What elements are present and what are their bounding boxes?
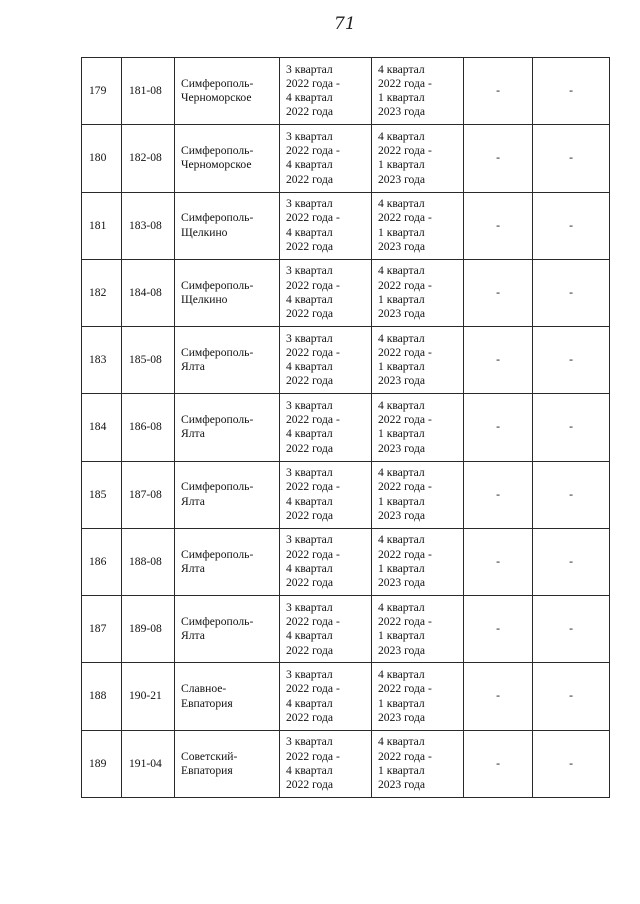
end-period-cell-line: 1 квартал [378, 561, 425, 575]
start-period-cell-line: 2022 года - [286, 76, 340, 90]
route-code-cell: 185-08 [122, 327, 175, 394]
table-row [82, 58, 610, 125]
route-name-cell [175, 730, 280, 797]
end-period-cell-line: 2022 года - [378, 278, 432, 292]
end-period-cell-line: 4 квартал [378, 533, 425, 547]
start-period-cell-line: 2022 года - [286, 614, 340, 628]
end-period-cell [372, 58, 464, 125]
start-period-cell-line: 3 квартал [286, 600, 333, 614]
row-number-cell: 183 [82, 327, 122, 394]
route-code-cell: 190-21 [122, 663, 175, 730]
start-period-cell-line: 4 квартал [286, 629, 333, 643]
route-name-cell [175, 461, 280, 528]
end-period-cell-line: 4 квартал [378, 129, 425, 143]
end-period-cell-line: 2023 года [378, 307, 426, 321]
end-period-cell [372, 394, 464, 461]
row-number-cell: 186 [82, 528, 122, 595]
start-period-cell-line: 3 квартал [286, 398, 333, 412]
end-period-cell [372, 125, 464, 192]
start-period-cell-line: 4 квартал [286, 225, 333, 239]
end-period-cell-line: 2023 года [378, 643, 426, 657]
route-name-cell-line: Щелкино [181, 292, 228, 306]
page-number: 71 [334, 14, 356, 34]
table-row [82, 327, 610, 394]
route-code-cell: 187-08 [122, 461, 175, 528]
route-name-cell-line: Симферополь- [181, 278, 254, 292]
table-row [82, 730, 610, 797]
route-code-cell: 184-08 [122, 259, 175, 326]
start-period-cell [280, 125, 372, 192]
route-code-cell: 181-08 [122, 58, 175, 125]
column-7-cell: - [533, 730, 610, 797]
start-period-cell-line: 2022 года - [286, 345, 340, 359]
route-name-cell [175, 259, 280, 326]
column-7-cell: - [533, 528, 610, 595]
end-period-cell-line: 2023 года [378, 576, 426, 590]
route-name-cell-line: Симферополь- [181, 614, 254, 628]
start-period-cell-line: 4 квартал [286, 763, 333, 777]
column-7-cell: - [533, 327, 610, 394]
table-row [82, 596, 610, 663]
column-7-cell: - [533, 58, 610, 125]
start-period-cell-line: 2022 года [286, 710, 334, 724]
start-period-cell [280, 327, 372, 394]
start-period-cell-line: 2022 года [286, 105, 334, 119]
end-period-cell-line: 4 квартал [378, 62, 425, 76]
end-period-cell-line: 2022 года - [378, 682, 432, 696]
route-code-cell: 182-08 [122, 125, 175, 192]
end-period-cell-line: 2023 года [378, 778, 426, 792]
route-name-cell-line: Черноморское [181, 158, 252, 172]
route-code-cell: 186-08 [122, 394, 175, 461]
end-period-cell-line: 1 квартал [378, 360, 425, 374]
route-name-cell [175, 528, 280, 595]
route-name-cell-line: Ялта [181, 494, 205, 508]
start-period-cell-line: 2022 года [286, 172, 334, 186]
start-period-cell-line: 4 квартал [286, 696, 333, 710]
column-7-cell: - [533, 394, 610, 461]
row-number-cell: 189 [82, 730, 122, 797]
start-period-cell [280, 663, 372, 730]
column-6-cell: - [464, 192, 533, 259]
route-name-cell-line: Симферополь- [181, 547, 254, 561]
start-period-cell-line: 2022 года [286, 778, 334, 792]
route-name-cell [175, 192, 280, 259]
route-name-cell-line: Ялта [181, 629, 205, 643]
end-period-cell-line: 4 квартал [378, 735, 425, 749]
start-period-cell-line: 2022 года - [286, 682, 340, 696]
column-7-cell: - [533, 192, 610, 259]
start-period-cell-line: 3 квартал [286, 62, 333, 76]
route-name-cell [175, 394, 280, 461]
end-period-cell [372, 192, 464, 259]
row-number-cell: 180 [82, 125, 122, 192]
end-period-cell [372, 259, 464, 326]
start-period-cell-line: 2022 года - [286, 278, 340, 292]
start-period-cell-line: 3 квартал [286, 129, 333, 143]
start-period-cell-line: 2022 года [286, 576, 334, 590]
end-period-cell-line: 1 квартал [378, 629, 425, 643]
end-period-cell-line: 4 квартал [378, 398, 425, 412]
start-period-cell-line: 3 квартал [286, 735, 333, 749]
start-period-cell-line: 3 квартал [286, 331, 333, 345]
start-period-cell [280, 58, 372, 125]
row-number-cell: 184 [82, 394, 122, 461]
column-7-cell: - [533, 596, 610, 663]
end-period-cell-line: 2023 года [378, 509, 426, 523]
column-6-cell: - [464, 663, 533, 730]
start-period-cell [280, 528, 372, 595]
end-period-cell-line: 4 квартал [378, 331, 425, 345]
route-name-cell [175, 663, 280, 730]
end-period-cell-line: 1 квартал [378, 763, 425, 777]
end-period-cell-line: 2022 года - [378, 480, 432, 494]
table-row [82, 394, 610, 461]
end-period-cell-line: 4 квартал [378, 667, 425, 681]
route-code-cell: 191-04 [122, 730, 175, 797]
end-period-cell-line: 4 квартал [378, 466, 425, 480]
table-row [82, 663, 610, 730]
start-period-cell [280, 596, 372, 663]
route-name-cell-line: Черноморское [181, 91, 252, 105]
column-7-cell: - [533, 125, 610, 192]
start-period-cell-line: 3 квартал [286, 667, 333, 681]
column-6-cell: - [464, 461, 533, 528]
end-period-cell [372, 528, 464, 595]
column-6-cell: - [464, 394, 533, 461]
end-period-cell-line: 1 квартал [378, 158, 425, 172]
end-period-cell-line: 4 квартал [378, 264, 425, 278]
start-period-cell-line: 2022 года [286, 374, 334, 388]
column-6-cell: - [464, 730, 533, 797]
start-period-cell-line: 2022 года - [286, 413, 340, 427]
end-period-cell-line: 2022 года - [378, 211, 432, 225]
start-period-cell [280, 730, 372, 797]
route-name-cell-line: Симферополь- [181, 480, 254, 494]
column-6-cell: - [464, 125, 533, 192]
table-row [82, 125, 610, 192]
route-name-cell [175, 327, 280, 394]
end-period-cell [372, 596, 464, 663]
end-period-cell-line: 2023 года [378, 374, 426, 388]
route-name-cell-line: Славное- [181, 682, 227, 696]
end-period-cell-line: 2022 года - [378, 144, 432, 158]
start-period-cell-line: 3 квартал [286, 466, 333, 480]
column-6-cell: - [464, 528, 533, 595]
end-period-cell-line: 2022 года - [378, 345, 432, 359]
row-number-cell: 188 [82, 663, 122, 730]
column-7-cell: - [533, 461, 610, 528]
start-period-cell-line: 4 квартал [286, 158, 333, 172]
route-name-cell-line: Ялта [181, 561, 205, 575]
route-name-cell-line: Советский- [181, 749, 238, 763]
start-period-cell-line: 3 квартал [286, 533, 333, 547]
column-6-cell: - [464, 58, 533, 125]
end-period-cell-line: 1 квартал [378, 225, 425, 239]
table-row [82, 192, 610, 259]
route-name-cell-line: Симферополь- [181, 144, 254, 158]
end-period-cell [372, 663, 464, 730]
start-period-cell-line: 4 квартал [286, 427, 333, 441]
table-row [82, 528, 610, 595]
route-name-cell-line: Симферополь- [181, 211, 254, 225]
end-period-cell [372, 730, 464, 797]
route-name-cell-line: Симферополь- [181, 345, 254, 359]
start-period-cell-line: 3 квартал [286, 264, 333, 278]
end-period-cell-line: 4 квартал [378, 197, 425, 211]
end-period-cell-line: 2023 года [378, 441, 426, 455]
end-period-cell-line: 1 квартал [378, 696, 425, 710]
start-period-cell-line: 2022 года [286, 441, 334, 455]
start-period-cell-line: 4 квартал [286, 360, 333, 374]
column-7-cell: - [533, 259, 610, 326]
route-name-cell-line: Симферополь- [181, 76, 254, 90]
row-number-cell: 182 [82, 259, 122, 326]
start-period-cell-line: 2022 года [286, 239, 334, 253]
route-code-cell: 183-08 [122, 192, 175, 259]
end-period-cell-line: 1 квартал [378, 427, 425, 441]
end-period-cell-line: 2022 года - [378, 76, 432, 90]
start-period-cell-line: 2022 года - [286, 144, 340, 158]
start-period-cell-line: 2022 года - [286, 749, 340, 763]
end-period-cell-line: 2022 года - [378, 413, 432, 427]
route-name-cell [175, 58, 280, 125]
end-period-cell-line: 2023 года [378, 239, 426, 253]
start-period-cell-line: 4 квартал [286, 561, 333, 575]
end-period-cell-line: 2022 года - [378, 614, 432, 628]
start-period-cell-line: 2022 года - [286, 211, 340, 225]
route-code-cell: 188-08 [122, 528, 175, 595]
end-period-cell [372, 461, 464, 528]
start-period-cell [280, 461, 372, 528]
column-6-cell: - [464, 259, 533, 326]
route-name-cell-line: Ялта [181, 427, 205, 441]
column-7-cell: - [533, 663, 610, 730]
column-6-cell: - [464, 596, 533, 663]
start-period-cell-line: 4 квартал [286, 494, 333, 508]
route-name-cell-line: Евпатория [181, 763, 233, 777]
end-period-cell-line: 4 квартал [378, 600, 425, 614]
route-name-cell-line: Щелкино [181, 225, 228, 239]
route-name-cell [175, 125, 280, 192]
route-name-cell-line: Ялта [181, 360, 205, 374]
route-code-cell: 189-08 [122, 596, 175, 663]
row-number-cell: 185 [82, 461, 122, 528]
row-number-cell: 181 [82, 192, 122, 259]
end-period-cell-line: 1 квартал [378, 91, 425, 105]
route-name-cell [175, 596, 280, 663]
end-period-cell-line: 2022 года - [378, 749, 432, 763]
start-period-cell-line: 4 квартал [286, 292, 333, 306]
row-number-cell: 179 [82, 58, 122, 125]
start-period-cell [280, 259, 372, 326]
end-period-cell-line: 1 квартал [378, 494, 425, 508]
start-period-cell-line: 2022 года - [286, 547, 340, 561]
table-row [82, 461, 610, 528]
route-name-cell-line: Симферополь- [181, 413, 254, 427]
end-period-cell-line: 2023 года [378, 105, 426, 119]
end-period-cell [372, 327, 464, 394]
start-period-cell-line: 2022 года - [286, 480, 340, 494]
route-name-cell-line: Евпатория [181, 696, 233, 710]
end-period-cell-line: 2022 года - [378, 547, 432, 561]
start-period-cell-line: 2022 года [286, 307, 334, 321]
start-period-cell-line: 2022 года [286, 643, 334, 657]
end-period-cell-line: 1 квартал [378, 292, 425, 306]
end-period-cell-line: 2023 года [378, 172, 426, 186]
table-row [82, 259, 610, 326]
start-period-cell-line: 2022 года [286, 509, 334, 523]
start-period-cell [280, 394, 372, 461]
row-number-cell: 187 [82, 596, 122, 663]
column-6-cell: - [464, 327, 533, 394]
schedule-table [81, 57, 610, 798]
start-period-cell [280, 192, 372, 259]
end-period-cell-line: 2023 года [378, 710, 426, 724]
start-period-cell-line: 4 квартал [286, 91, 333, 105]
start-period-cell-line: 3 квартал [286, 197, 333, 211]
